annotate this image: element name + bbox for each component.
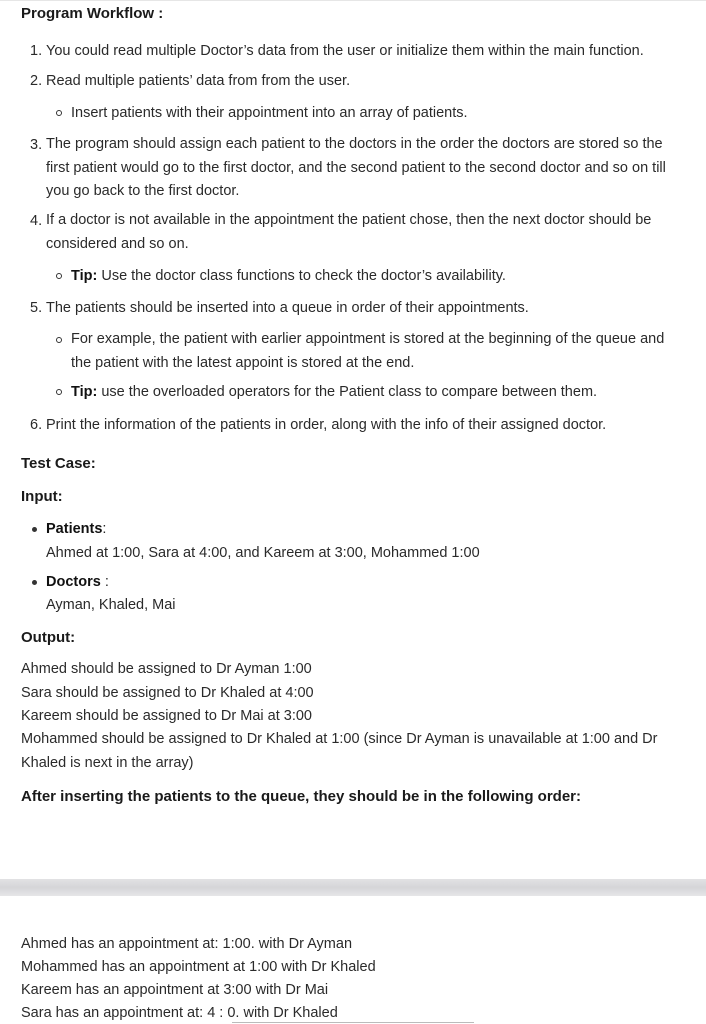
doctors-label: Doctors bbox=[46, 574, 101, 590]
step-number: 1. bbox=[30, 43, 43, 59]
queue-line: Mohammed has an appointment at 1:00 with Dr Khaled bbox=[21, 959, 376, 975]
queue-line: Kareem has an appointment at 3:00 with Dr Mai bbox=[21, 982, 329, 998]
tip-label: Tip: bbox=[71, 384, 98, 400]
step-text: The patients should be inserted into a queue in order of their appointments. bbox=[46, 300, 529, 316]
patients-label-line bbox=[46, 521, 106, 537]
step-text: Read multiple patients’ data from from the user. bbox=[46, 73, 351, 89]
workflow-heading: Program Workflow : bbox=[21, 5, 164, 22]
queue-heading: After inserting the patients to the queue, they should be in the following order: bbox=[21, 788, 582, 805]
test-case-heading: Test Case: bbox=[21, 455, 96, 472]
input-heading: Input: bbox=[21, 488, 63, 505]
output-line: Sara should be assigned to Dr Khaled at 4:00 bbox=[21, 685, 314, 701]
step-text: Print the information of the patients in order, along with the info of their assigned doctor. bbox=[46, 417, 607, 433]
output-line: Kareem should be assigned to Dr Mai at 3:00 bbox=[21, 708, 312, 724]
tip-label: Tip: bbox=[71, 268, 98, 284]
queue-line: Sara has an appointment at: 4 : 0. with Dr Khaled bbox=[21, 1005, 338, 1021]
output-heading: Output: bbox=[21, 629, 76, 646]
sub-bullet-icon bbox=[56, 337, 62, 343]
bullet-icon bbox=[32, 527, 37, 532]
step-number: 3. bbox=[30, 137, 43, 153]
step-text: If a doctor is not available in the appointment the patient chose, then the next doctor should be considered and so on. bbox=[46, 212, 652, 252]
step-number: 4. bbox=[30, 213, 43, 229]
output-line: Ahmed should be assigned to Dr Ayman 1:00 bbox=[21, 661, 312, 677]
tip-item bbox=[71, 384, 597, 400]
patients-label: Patients bbox=[46, 521, 103, 537]
tip-text: use the overloaded operators for the Patient class to compare between them. bbox=[97, 384, 598, 400]
patients-value: Ahmed at 1:00, Sara at 4:00, and Kareem at 3:00, Mohammed 1:00 bbox=[46, 545, 480, 561]
doctors-value: Ayman, Khaled, Mai bbox=[46, 597, 176, 613]
step-text: You could read multiple Doctor’s data from the user or initialize them within the main function. bbox=[46, 43, 644, 59]
top-divider bbox=[0, 0, 706, 1]
page-break-separator bbox=[0, 879, 706, 896]
sub-item-text: Insert patients with their appointment into an array of patients. bbox=[71, 105, 468, 121]
underline-divider bbox=[232, 1022, 474, 1023]
step-number: 2. bbox=[30, 73, 43, 89]
sub-bullet-icon bbox=[56, 389, 62, 395]
queue-line: Ahmed has an appointment at: 1:00. with Dr Ayman bbox=[21, 936, 353, 952]
patients-colon: : bbox=[102, 521, 107, 537]
tip-item bbox=[71, 268, 506, 284]
bullet-icon bbox=[32, 580, 37, 585]
tip-text: Use the doctor class functions to check the doctor’s availability. bbox=[97, 268, 506, 284]
output-line: Mohammed should be assigned to Dr Khaled at 1:00 (since Dr Ayman is unavailable at 1:00 and Dr Khaled is next in the array) bbox=[21, 731, 658, 771]
step-number: 5. bbox=[30, 300, 43, 316]
doctors-colon: : bbox=[100, 574, 109, 590]
step-number: 6. bbox=[30, 417, 43, 433]
sub-bullet-icon bbox=[56, 273, 62, 279]
step-text: The program should assign each patient to the doctors in the order the doctors are stored so the first patient would go to the first doctor, and the second patient to the second doctor and so on till you go back to the first doctor. bbox=[46, 136, 666, 199]
sub-bullet-icon bbox=[56, 110, 62, 116]
sub-item-text: For example, the patient with earlier appointment is stored at the beginning of the queue and the patient with the latest appoint is stored at the end. bbox=[71, 331, 665, 371]
doctors-label-line bbox=[46, 574, 109, 590]
